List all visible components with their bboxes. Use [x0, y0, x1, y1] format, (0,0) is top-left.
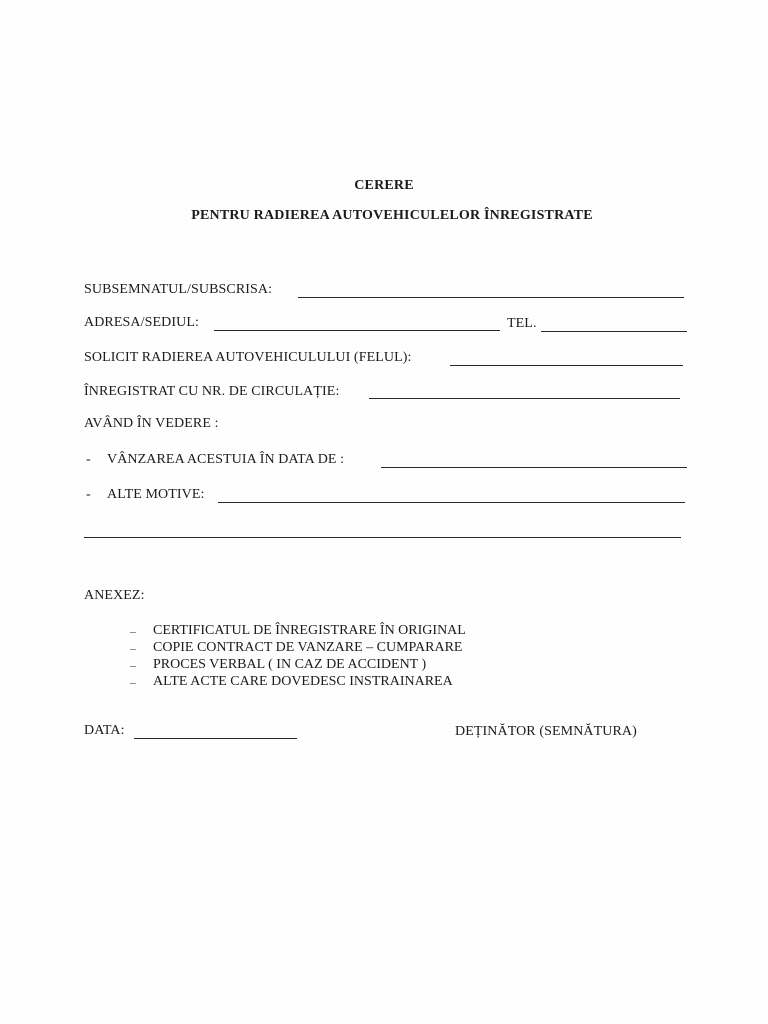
phone-field[interactable] — [541, 331, 687, 332]
registration-field[interactable] — [369, 398, 680, 399]
applicant-field[interactable] — [298, 297, 684, 298]
date-field[interactable] — [134, 738, 297, 739]
form-title: CERERE — [354, 178, 414, 193]
applicant-label: SUBSEMNATUL/SUBSCRISA: — [84, 282, 273, 297]
date-label: DATA: — [84, 723, 125, 738]
other-reasons-extra-line[interactable] — [84, 537, 681, 538]
vehicle-type-field[interactable] — [450, 365, 683, 366]
annex-dash: – — [130, 641, 136, 655]
signature-label: DEȚINĂTOR (SEMNĂTURA) — [455, 724, 637, 739]
sale-dash: - — [86, 452, 91, 467]
annex-item: CERTIFICATUL DE ÎNREGISTRARE ÎN ORIGINAL — [153, 623, 466, 638]
form-subtitle: PENTRU RADIEREA AUTOVEHICULELOR ÎNREGISTRATE — [191, 208, 593, 223]
annex-item: COPIE CONTRACT DE VANZARE – CUMPARARE — [153, 640, 463, 655]
address-label: ADRESA/SEDIUL: — [84, 315, 199, 330]
sale-date-field[interactable] — [381, 467, 687, 468]
annex-dash: – — [130, 658, 136, 672]
annex-heading: ANEXEZ: — [84, 588, 145, 603]
other-reasons-label: ALTE MOTIVE: — [107, 487, 205, 502]
annex-item: PROCES VERBAL ( IN CAZ DE ACCIDENT ) — [153, 657, 427, 672]
annex-dash: – — [130, 675, 136, 689]
sale-date-label: VÂNZAREA ACESTUIA ÎN DATA DE : — [107, 452, 345, 467]
annex-item: ALTE ACTE CARE DOVEDESC INSTRAINAREA — [153, 674, 453, 689]
annex-dash: – — [130, 624, 136, 638]
registration-label: ÎNREGISTRAT CU NR. DE CIRCULAȚIE: — [84, 384, 340, 399]
vehicle-type-label: SOLICIT RADIEREA AUTOVEHICULULUI (FELUL): — [84, 350, 412, 365]
phone-label: TEL. — [507, 316, 537, 331]
other-reasons-field[interactable] — [218, 502, 685, 503]
address-field[interactable] — [214, 330, 500, 331]
considering-label: AVÂND ÎN VEDERE : — [84, 416, 219, 431]
other-dash: - — [86, 487, 91, 502]
